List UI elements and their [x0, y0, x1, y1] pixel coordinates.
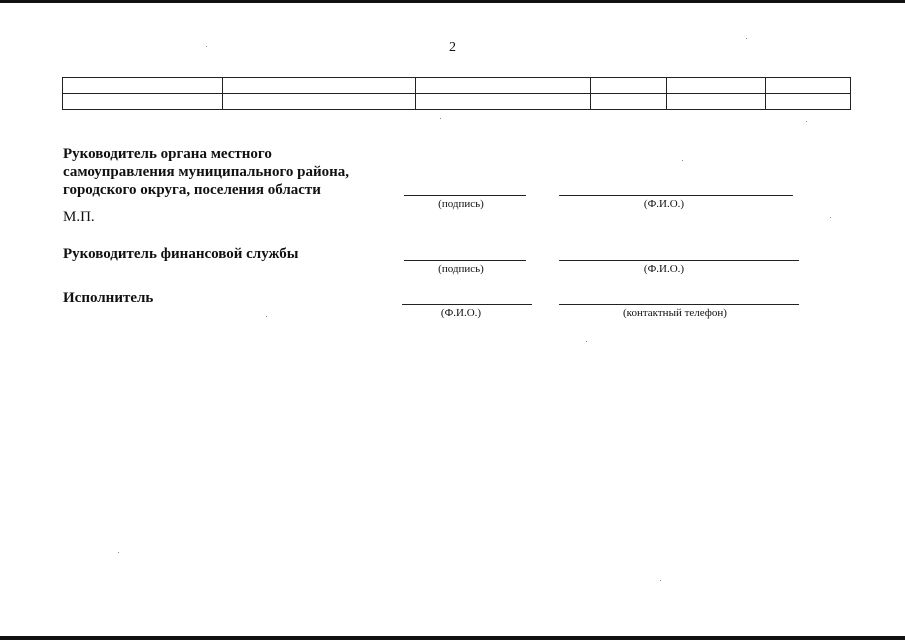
scan-speck: [440, 118, 441, 119]
head-label-line: Руководитель органа местного: [63, 146, 272, 162]
head-signature-line: [404, 195, 526, 196]
table-cell: [223, 78, 416, 94]
scan-speck: [118, 552, 119, 553]
head-label-line: самоуправления муниципального района,: [63, 164, 350, 180]
scan-speck: [806, 121, 807, 122]
finance-signature-caption: (подпись): [438, 263, 484, 275]
scan-speck: [830, 217, 831, 218]
table-cell: [667, 78, 766, 94]
page-number: 2: [449, 40, 456, 55]
table-cell: [591, 78, 667, 94]
table-row: [63, 78, 851, 94]
table-cell: [223, 94, 416, 110]
scan-speck: [586, 341, 587, 342]
head-signature-caption: (подпись): [438, 198, 484, 210]
scan-edge-bottom: [0, 636, 905, 640]
table-row: [63, 94, 851, 110]
finance-name-caption: (Ф.И.О.): [643, 263, 685, 275]
executor-phone-caption: (контактный телефон): [623, 307, 727, 319]
table-cell: [667, 94, 766, 110]
executor-label: Исполнитель: [63, 290, 154, 306]
head-name-line: [559, 195, 793, 196]
table-cell: [766, 94, 851, 110]
finance-name-line: [559, 260, 799, 261]
scan-speck: [660, 580, 661, 581]
head-name-caption: (Ф.И.О.): [643, 198, 685, 210]
table-cell: [766, 78, 851, 94]
scan-speck: [682, 160, 683, 161]
head-of-government-label: [63, 145, 349, 199]
executor-name-line: [402, 304, 532, 305]
scan-edge-top: [0, 0, 905, 3]
finance-signature-line: [404, 260, 526, 261]
table-cell: [63, 78, 223, 94]
table-cell: [63, 94, 223, 110]
table-cell: [591, 94, 667, 110]
executor-name-caption: (Ф.И.О.): [440, 307, 482, 319]
table-cell: [416, 78, 591, 94]
stamp-label: М.П.: [63, 209, 95, 225]
finance-head-label: Руководитель финансовой службы: [63, 246, 299, 262]
executor-phone-line: [559, 304, 799, 305]
scan-speck: [206, 46, 207, 47]
head-label-line: городского округа, поселения области: [63, 182, 321, 198]
scan-speck: [746, 38, 747, 39]
data-table: [62, 77, 851, 110]
scan-speck: [266, 316, 267, 317]
table-cell: [416, 94, 591, 110]
